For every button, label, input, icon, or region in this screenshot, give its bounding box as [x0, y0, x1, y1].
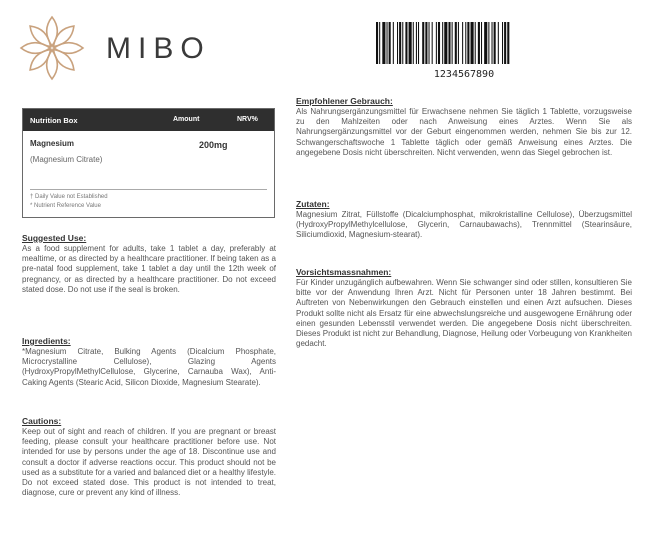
- vorsichtsmassnahmen-body: Für Kinder unzugänglich aufbewahren. Wenn Sie schwanger sind oder stillen, konsultieren Sie bitte vor der Anwendung Ihren Arzt. Nicht für Personen unter 18 Jahren bestimmt. Bei Auftreten von Nebenwirkungen den Gebrauch einstellen und einen Arzt aufsuchen. Dieses Produkt sollte nicht als Ersatz für eine abwechslungsreiche und ausgewogene Ernährung oder einen gesunden Lebensstil verwendet werden. Die angegebene Dosis nicht überschreiten. Dieses Produkt ist nicht zur Behandlung, Diagnose, Heilung oder Vorbeugung von Krankheiten gedacht.: [296, 278, 632, 349]
- barcode-bar: [462, 22, 463, 64]
- lotus-logo-icon: [18, 14, 86, 82]
- barcode-bar: [458, 22, 459, 64]
- suggested-use-section: [22, 233, 276, 295]
- nutrition-box-divider: [30, 189, 267, 190]
- barcode-bar: [422, 22, 424, 64]
- brand-name: MIBO: [106, 32, 211, 65]
- barcode-bar: [478, 22, 480, 64]
- barcode-bar: [432, 22, 433, 64]
- barcode-bar: [507, 22, 509, 64]
- footnote-nrv: * Nutrient Reference Value: [30, 203, 101, 209]
- barcode-bar: [402, 22, 403, 64]
- suggested-use-body: As a food supplement for adults, take 1 tablet a day, preferably at mealtime, or as directed by a healthcare practitioner. If being taken as a pre-natal food supplement, take 1 tablet a day until the 12th week of pregnancy, or as directed by a healthcare practitioner. Do not exceed stated dose. Do not use if the seal is broken.: [22, 244, 276, 294]
- barcode-bar: [382, 22, 385, 64]
- nrv-column-header: NRV%: [237, 116, 258, 123]
- barcode-bar: [452, 22, 453, 64]
- cautions-heading: Cautions:: [22, 416, 62, 426]
- zutaten-section: [296, 199, 632, 241]
- barcode-bar: [494, 22, 496, 64]
- barcode-bar: [444, 22, 447, 64]
- amount-column-header: Amount: [173, 116, 200, 123]
- vorsichtsmassnahmen-section: [296, 267, 632, 349]
- barcode-bar: [413, 22, 414, 64]
- ingredients-heading: Ingredients:: [22, 336, 71, 346]
- nutrition-box: [22, 108, 275, 218]
- empfohlener-gebrauch-section: [296, 96, 632, 158]
- barcode-bar: [448, 22, 450, 64]
- empfohlener-gebrauch-body: Als Nahrungsergänzungsmittel für Erwachsene nehmen Sie täglich 1 Tablette, vorzugsweise zu den Mahlzeiten oder nach Anweisung eines Arztes. Wenn Sie als Nahrungsergänzungsmittel vor der Geburt eingenommen werden, nehmen Sie bis zur 12. Schwangerschaftswoche 1 Tablette täglich oder gemäß Anweisung eines Arztes. Die angegebene Dosis nicht überschreiten. Nicht verwenden, wenn das Siegel gebrochen ist.: [296, 107, 632, 157]
- barcode-bar: [455, 22, 457, 64]
- barcode-bar: [376, 22, 378, 64]
- barcode-bar: [484, 22, 487, 64]
- barcode-bar: [502, 22, 503, 64]
- ingredients-body: *Magnesium Citrate, Bulking Agents (Dicalcium Phosphate, Microcrystalline Cellulose), Glazing Agents (HydroxyPropylMethylCellulose, Glycerine, Carnauba Wax), Anti-Caking Agents (Stearic Acid, Silicon Dioxide, Magnesium Stearate).: [22, 347, 276, 387]
- nutrient-name: Magnesium: [30, 139, 75, 148]
- barcode-bar: [389, 22, 391, 64]
- barcode-bar: [467, 22, 469, 64]
- nutrient-amount: 200mg: [199, 140, 228, 150]
- zutaten-body: Magnesium Zitrat, Füllstoffe (Dicalciumphosphat, mikrokristalline Cellulose), Überzugsmittel (HydroxyPropylMethylcellulose, Glycerin, Carnaubawachs), Trennmittel (Stearinsäure, Siliciumdioxid, Magnesium-stearat).: [296, 210, 632, 240]
- barcode-bar: [492, 22, 493, 64]
- barcode-bar: [475, 22, 476, 64]
- barcode-bar: [481, 22, 482, 64]
- barcode-bar: [504, 22, 506, 64]
- empfohlener-gebrauch-heading: Empfohlener Gebrauch:: [296, 96, 393, 106]
- barcode-bar: [488, 22, 489, 64]
- barcode-bar: [425, 22, 427, 64]
- barcode-bar: [416, 22, 417, 64]
- zutaten-heading: Zutaten:: [296, 199, 330, 209]
- barcode-bar: [438, 22, 440, 64]
- barcode-bar: [379, 22, 380, 64]
- barcode-bar: [465, 22, 466, 64]
- suggested-use-heading: Suggested Use:: [22, 233, 87, 243]
- vorsichtsmassnahmen-heading: Vorsichtsmassnahmen:: [296, 267, 392, 277]
- barcode-bar: [399, 22, 401, 64]
- barcode: [376, 22, 552, 64]
- barcode-bar: [429, 22, 430, 64]
- cautions-body: Keep out of sight and reach of children. If you are pregnant or breast feeding, please consult your healthcare practitioner before use. Not intended for use by persons under the age of 18. Discontinue use and consult a doctor if adverse reactions occur. This product should not be used as a substitute for a varied and balanced diet or a healthy lifestyle. Do not exceed stated dose. This product is not intended to treat, diagnose, cure or prevent any kind of illness.: [22, 427, 276, 498]
- barcode-bar: [471, 22, 474, 64]
- cautions-section: [22, 416, 276, 498]
- ingredients-section: [22, 336, 276, 388]
- barcode-number: 1234567890: [433, 69, 495, 80]
- barcode-bar: [418, 22, 419, 64]
- nutrient-form: (Magnesium Citrate): [30, 155, 103, 164]
- barcode-bar: [393, 22, 394, 64]
- barcode-bar: [409, 22, 412, 64]
- footnote-daily-value: † Daily Value not Established: [30, 194, 108, 200]
- barcode-bar: [436, 22, 437, 64]
- barcode-bar: [498, 22, 499, 64]
- barcode-bar: [387, 22, 388, 64]
- nutrition-box-title: Nutrition Box: [30, 116, 78, 125]
- barcode-bar: [405, 22, 407, 64]
- barcode-bar: [442, 22, 443, 64]
- barcode-bar: [397, 22, 398, 64]
- nutrition-box-header: [23, 109, 274, 131]
